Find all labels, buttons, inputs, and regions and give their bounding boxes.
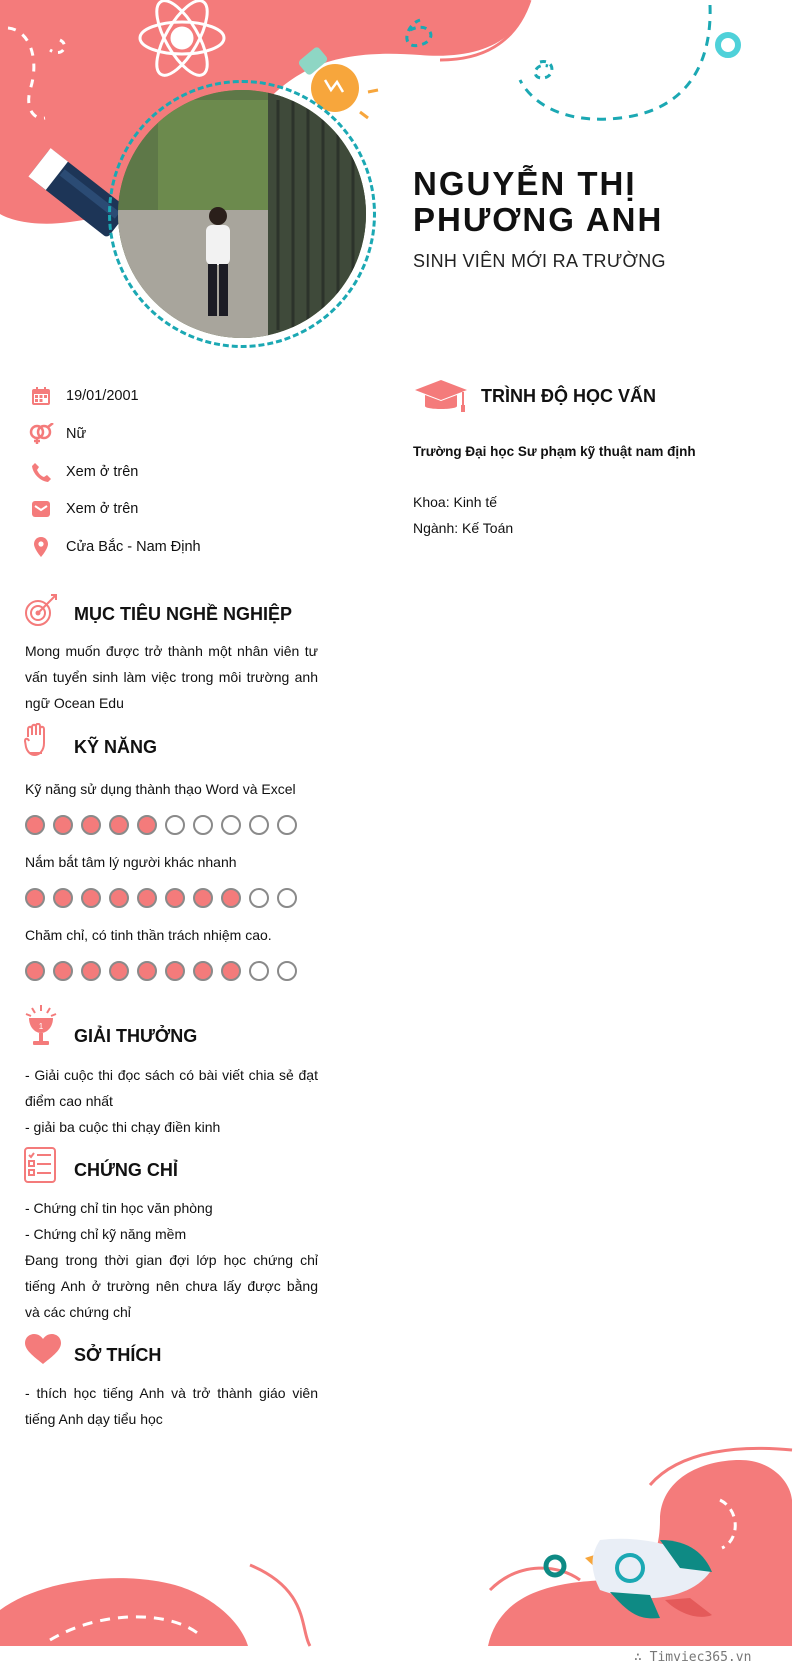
- target-icon: [24, 593, 58, 627]
- trophy-icon: [24, 1005, 58, 1047]
- skill-name: Chăm chỉ, có tinh thần trách nhiệm cao.: [25, 927, 272, 943]
- education-major: Ngành: Kế Toán: [413, 520, 514, 536]
- certificates-title: CHỨNG CHỈ: [74, 1160, 178, 1180]
- birthday-value: 19/01/2001: [66, 388, 139, 404]
- rating-dot-empty: [193, 815, 213, 835]
- phone-value: Xem ở trên: [66, 464, 139, 480]
- mail-icon: [28, 498, 54, 520]
- rating-dot-filled: [109, 961, 129, 981]
- watermark: ∴ Timviec365.vn: [634, 1650, 752, 1665]
- contact-address: [28, 535, 201, 559]
- rating-dot-filled: [165, 888, 185, 908]
- award-line: - Giải cuộc thi đọc sách có bài viết chia sẻ đạt điểm cao nhất: [25, 1067, 318, 1109]
- rating-dot-empty: [277, 888, 297, 908]
- rating-dot-filled: [193, 888, 213, 908]
- gender-icon: [28, 423, 54, 445]
- contact-gender: [28, 422, 86, 446]
- contact-email: [28, 497, 138, 521]
- svg-text:1: 1: [38, 1022, 44, 1031]
- contact-phone: [28, 460, 138, 484]
- rating-dot-empty: [249, 815, 269, 835]
- rating-dot-filled: [25, 815, 45, 835]
- raised-hand-icon: [24, 723, 50, 757]
- bottom-decoration: [0, 1440, 800, 1650]
- rating-dot-filled: [221, 961, 241, 981]
- skill-name: Kỹ năng sử dụng thành thạo Word và Excel: [25, 781, 296, 797]
- gender-value: Nữ: [66, 426, 87, 442]
- rating-dot-empty: [249, 961, 269, 981]
- email-value: Xem ở trên: [66, 501, 139, 517]
- education-school: Trường Đại học Sư phạm kỹ thuật nam định: [413, 444, 696, 459]
- heart-icon: [24, 1333, 62, 1365]
- education-title: TRÌNH ĐỘ HỌC VẤN: [481, 386, 656, 406]
- checklist-icon: [24, 1147, 56, 1183]
- skill-rating: [25, 888, 297, 908]
- rating-dot-filled: [81, 888, 101, 908]
- rating-dot-empty: [249, 888, 269, 908]
- rating-dot-filled: [53, 961, 73, 981]
- rating-dot-empty: [277, 815, 297, 835]
- hobbies-title: SỞ THÍCH: [74, 1345, 162, 1365]
- rating-dot-empty: [165, 815, 185, 835]
- skills-title: KỸ NĂNG: [74, 737, 158, 757]
- rating-dot-filled: [25, 961, 45, 981]
- rating-dot-filled: [165, 961, 185, 981]
- rating-dot-filled: [221, 888, 241, 908]
- rating-dot-filled: [25, 888, 45, 908]
- rating-dot-filled: [109, 815, 129, 835]
- award-line: - giải ba cuộc thi chạy điền kinh: [25, 1119, 221, 1135]
- certificate-line: - Chứng chỉ tin học văn phòng: [25, 1200, 213, 1216]
- hobbies-text: [25, 1380, 318, 1432]
- awards-text: [25, 1062, 318, 1140]
- rating-dot-filled: [53, 815, 73, 835]
- education-faculty: Khoa: Kinh tế: [413, 494, 498, 510]
- rating-dot-filled: [137, 815, 157, 835]
- certificate-line: Đang trong thời gian đợi lớp học chứng chỉ tiếng Anh ở trường nên chưa lấy được bằng và các chứng chỉ: [25, 1252, 318, 1320]
- rating-dot-filled: [81, 815, 101, 835]
- rating-dot-filled: [53, 888, 73, 908]
- skill-rating: [25, 815, 297, 835]
- rating-dot-filled: [81, 961, 101, 981]
- candidate-title: SINH VIÊN MỚI RA TRƯỜNG: [413, 251, 666, 271]
- skill-name: Nắm bắt tâm lý người khác nhanh: [25, 854, 237, 870]
- rating-dot-filled: [109, 888, 129, 908]
- graduation-cap-icon: [413, 380, 469, 414]
- awards-title: GIẢI THƯỞNG: [74, 1026, 198, 1046]
- address-value: Cửa Bắc - Nam Định: [66, 539, 201, 555]
- calendar-icon: [28, 385, 54, 407]
- skill-rating: [25, 961, 297, 981]
- objective-text: Mong muốn được trở thành một nhân viên tư vấn tuyển sinh làm việc trong môi trường anh ngữ Ocean Edu: [25, 643, 318, 711]
- profile-photo: [118, 90, 366, 338]
- phone-icon: [28, 461, 54, 483]
- rating-dot-empty: [221, 815, 241, 835]
- rating-dot-filled: [137, 961, 157, 981]
- candidate-name: NGUYỄN THỊ PHƯƠNG ANH: [413, 165, 664, 238]
- rating-dot-filled: [193, 961, 213, 981]
- objective-title: MỤC TIÊU NGHỀ NGHIỆP: [74, 604, 293, 624]
- rating-dot-empty: [277, 961, 297, 981]
- hobby-line: - thích học tiếng Anh và trở thành giáo viên tiếng Anh dạy tiểu học: [25, 1385, 318, 1427]
- rating-dot-filled: [137, 888, 157, 908]
- contact-birthday: [28, 384, 139, 408]
- certificate-line: - Chứng chỉ kỹ năng mềm: [25, 1226, 187, 1242]
- location-pin-icon: [28, 536, 54, 558]
- certificates-text: [25, 1195, 318, 1325]
